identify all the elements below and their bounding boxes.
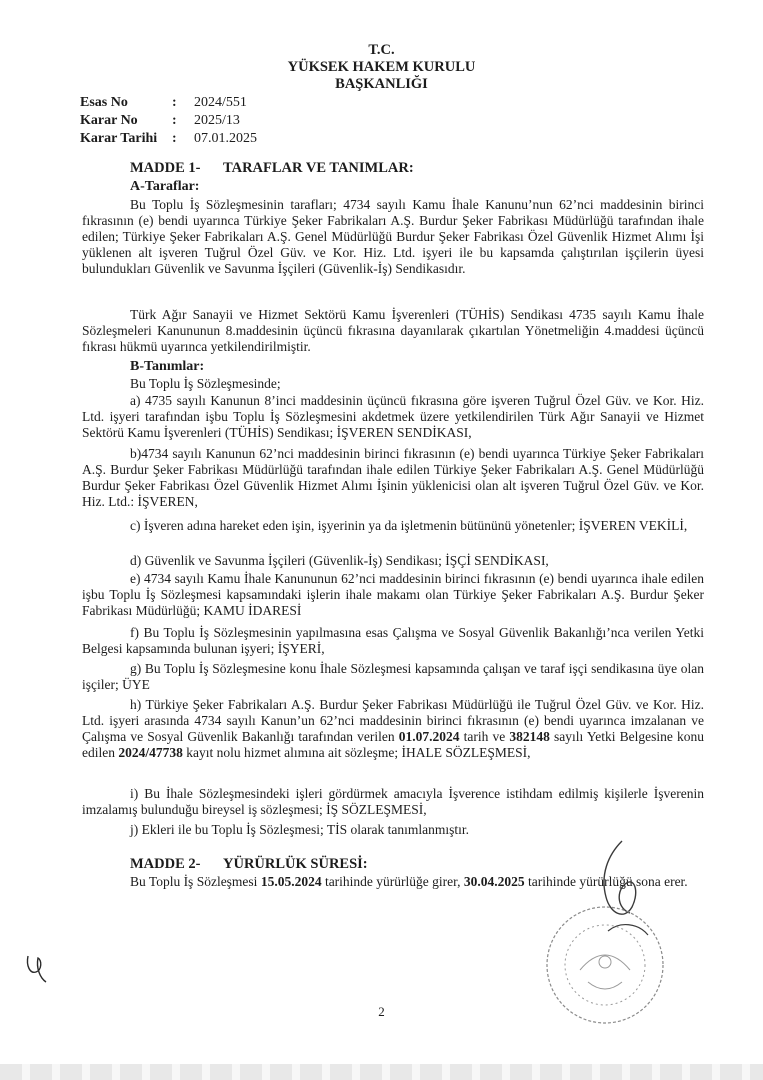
meta-tarih-value: 07.01.2025 xyxy=(194,131,257,146)
scan-edge-strip xyxy=(0,1064,763,1080)
header-presidency: BAŞKANLIĞI xyxy=(335,76,428,92)
meta-karar-value: 2025/13 xyxy=(194,113,240,128)
definition-b: b)4734 sayılı Kanunun 62’nci maddesinin birinci fıkrasının (e) bendi uyarınca Türkiye Şeker Fabrikaları A.Ş. Burdur Şeker Fabrikası Müdürlüğü tarafından ihale edilen Türkiye Şeker Fabrikaları A.Ş. Genel Müdürlüğü Burdur Şeker Fabrikası Özel Güvenlik Hizmet Alımı İşinin yüklenicisi olan alt işveren Tuğrul Özel Güv. ve Kor. Hiz. Ltd.: İŞVEREN, xyxy=(82,446,704,509)
margin-initial-icon xyxy=(22,952,52,986)
paragraph-a-taraflar: Bu Toplu İş Sözleşmesinin tarafları; 4734 sayılı Kamu İhale Kanunu’nun 62’nci maddesinin birinci fıkrasının (e) bendi uyarınca Türkiye Şeker Fabrikaları A.Ş. Burdur Şeker Fabrikası Müdürlüğü tarafından ihale edilen; Türkiye Şeker Fabrikaları A.Ş. Genel Müdürlüğü Burdur Şeker Fabrikası Özel Güvenlik Hizmet Alımı İşi yüklenen alt işveren Tuğrul Özel Güv. ve Kor. Hiz. Ltd. işyeri ile bu kapsamda çalıştırılan işçilerin üyesi bulundukları Güvenlik ve Savunma İşçileri (Güvenlik-İş) Sendikasıdır. xyxy=(82,197,704,276)
meta-karar-no: Karar No : 2025/13 xyxy=(80,113,240,128)
yetki-date: 01.07.2024 xyxy=(398,729,460,744)
meta-esas-no: Esas No : 2024/551 xyxy=(80,95,247,110)
definition-d: d) Güvenlik ve Savunma İşçileri (Güvenlik-İş) Sendikası; İŞÇİ SENDİKASI, xyxy=(130,553,549,568)
madde1-a-heading: A-Taraflar: xyxy=(130,179,200,194)
madde1-b-heading: B-Tanımlar: xyxy=(130,359,205,374)
definition-e: e) 4734 sayılı Kamu İhale Kanununun 62’nci maddesinin birinci fıkrasının (e) bendi uyarınca ihale edilen işbu Toplu İş Sözleşmesi kapsamındaki işlerin ihale makamı olan Türkiye Şeker Fabrikaları A.Ş. Burdur Şeker Fabrikası Müdürlüğü; KAMU İDARESİ xyxy=(82,571,704,618)
yetki-number: 382148 xyxy=(509,729,550,744)
paragraph-yururluk: Bu Toplu İş Sözleşmesi 15.05.2024 tarihinde yürürlüğe girer, 30.04.2025 tarihinde yürürlüğü sona erer. xyxy=(130,874,688,889)
definition-f: f) Bu Toplu İş Sözleşmesinin yapılmasına esas Çalışma ve Sosyal Güvenlik Bakanlığı’nca verilen Yetki Belgesi kapsamında bulunan işyeri; İŞYERİ, xyxy=(82,625,704,656)
definition-c: c) İşveren adına hareket eden işin, işyerinin ya da işletmenin bütününü yönetenler; İŞVEREN VEKİLİ, xyxy=(130,518,688,533)
definition-a: a) 4735 sayılı Kanunun 8’inci maddesinin üçüncü fıkrasına göre işveren Tuğrul Özel Güv. ve Kor. Hiz. Ltd. işyeri tarafından işbu Toplu İş Sözleşmesini akdetmek üzere yetkilendirilen Türk Ağır Sanayii ve Hizmet Sektörü Kamu İşverenleri (TÜHİS) Sendikası; İŞVEREN SENDİKASI, xyxy=(82,393,704,440)
paragraph-tuhis: Türk Ağır Sanayii ve Hizmet Sektörü Kamu İşverenleri (TÜHİS) Sendikası 4735 sayılı Kamu İhale Sözleşmeleri Kanununun 8.maddesinin üçüncü fıkrasına dayanılarak çıkartılan Yönetmeliğin 4.maddesi üçüncü fıkrası hükmü uyarınca yetkilendirilmiştir. xyxy=(82,307,704,354)
header-tc: T.C. xyxy=(368,42,395,58)
registry-number: 2024/47738 xyxy=(118,745,183,760)
madde1-title: MADDE 1- TARAFLAR VE TANIMLAR: xyxy=(130,160,414,176)
definition-j: j) Ekleri ile bu Toplu İş Sözleşmesi; TİS olarak tanımlanmıştır. xyxy=(130,822,470,837)
header-institution: YÜKSEK HAKEM KURULU xyxy=(287,59,476,75)
definition-i: i) Bu İhale Sözleşmesindeki işleri gördürmek amacıyla İşverence istihdam edilmiş kişilerle İşverenin imzalamış bulunduğu bireysel iş sözleşmesi; İŞ SÖZLEŞMESİ, xyxy=(82,786,704,817)
start-date: 15.05.2024 xyxy=(260,874,322,889)
end-date: 30.04.2025 xyxy=(463,874,525,889)
paragraph-b-intro: Bu Toplu İş Sözleşmesinde; xyxy=(130,376,281,391)
meta-esas-value: 2024/551 xyxy=(194,95,247,110)
definition-h: h) Türkiye Şeker Fabrikaları A.Ş. Burdur Şeker Fabrikası Müdürlüğü ile Tuğrul Özel Güv. ve Kor. Hiz. Ltd. işyeri arasında 4734 sayılı Kanun’un 62’nci maddesinin birinci fıkrasının (e) bendi uyarınca imzalanan ve Çalışma ve Sosyal Güvenlik Bakanlığı tarafından verilen 01.07.2024 tarih ve 382148 sayılı Yetki Belgesine konu edilen 2024/47738 kayıt nolu hizmet alımına ait sözleşme; İHALE SÖZLEŞMESİ, xyxy=(82,697,705,760)
definition-g: g) Bu Toplu İş Sözleşmesine konu İhale Sözleşmesi kapsamında çalışan ve taraf işçi sendikasına üye olan işçiler; ÜYE xyxy=(82,661,704,692)
madde2-title: MADDE 2- YÜRÜRLÜK SÜRESİ: xyxy=(130,856,368,872)
page-number: 2 xyxy=(378,1004,385,1019)
meta-karar-tarihi: Karar Tarihi : 07.01.2025 xyxy=(80,131,257,146)
